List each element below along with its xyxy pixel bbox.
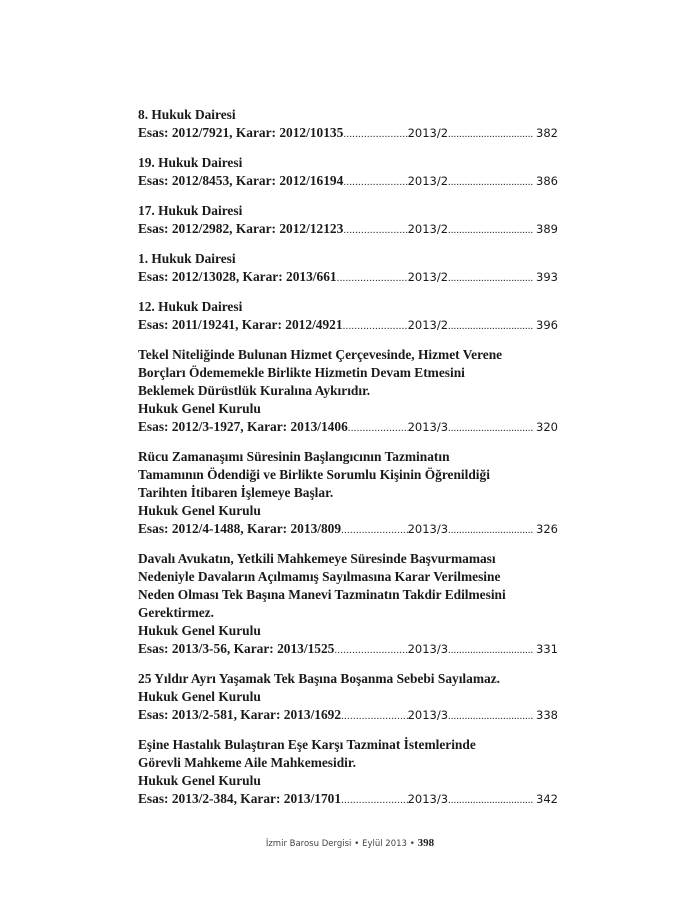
dot-leader <box>341 707 408 725</box>
entry-reference <box>138 124 558 143</box>
entry-heading-line: Neden Olması Tek Başına Manevi Tazminatın Takdir Edilmesini <box>138 587 506 602</box>
issue-number: 2013/2 <box>407 270 449 284</box>
entry-heading-line: Tamamının Ödendiği ve Birlikte Sorumlu Kişinin Öğrenildiği <box>138 467 490 482</box>
page-footer <box>0 837 700 849</box>
dot-leader <box>448 641 534 659</box>
entry-heading-line: Nedeniyle Davaların Açılmamış Sayılmasına Karar Verilmesine <box>138 569 501 584</box>
entry-heading-line: Tarihten İtibaren İşlemeye Başlar. <box>138 485 334 500</box>
entry-heading-line: Beklemek Dürüstlük Kuralına Aykırıdır. <box>138 383 371 398</box>
footer-journal: İzmir Barosu Dergisi <box>265 839 352 849</box>
entry-heading-line: 8. Hukuk Dairesi <box>138 107 236 122</box>
toc-entry <box>138 670 558 725</box>
entry-heading-line: 1. Hukuk Dairesi <box>138 251 236 266</box>
toc-list <box>138 106 558 820</box>
entry-heading-line: Hukuk Genel Kurulu <box>138 401 261 416</box>
entry-reference <box>138 418 558 437</box>
entry-heading-line: 25 Yıldır Ayrı Yaşamak Tek Başına Boşanma Sebebi Sayılamaz. <box>138 671 500 686</box>
entry-reference <box>138 520 558 539</box>
dot-leader <box>343 173 407 191</box>
case-number: Esas: 2013/2-384, Karar: 2013/1701 <box>138 791 342 806</box>
page-number: 338 <box>536 708 558 722</box>
entry-reference <box>138 790 558 809</box>
entry-reference <box>138 172 558 191</box>
dot-leader <box>334 641 407 659</box>
issue-number: 2013/2 <box>407 318 449 332</box>
issue-number: 2013/2 <box>407 222 449 236</box>
entry-reference <box>138 706 558 725</box>
entry-reference <box>138 640 558 659</box>
dot-leader <box>448 791 534 809</box>
dot-leader <box>448 419 534 437</box>
toc-entry <box>138 550 558 659</box>
case-number: Esas: 2013/2-581, Karar: 2013/1692 <box>138 707 342 722</box>
page-number: 382 <box>536 126 558 140</box>
footer-date: Eylül 2013 <box>362 839 407 849</box>
dot-leader <box>448 521 534 539</box>
case-number: Esas: 2012/2982, Karar: 2012/12123 <box>138 221 344 236</box>
issue-number: 2013/2 <box>407 126 449 140</box>
dot-leader <box>341 521 408 539</box>
dot-leader <box>337 269 408 287</box>
dot-leader <box>448 173 534 191</box>
page-number: 393 <box>536 270 558 284</box>
toc-entry <box>138 154 558 191</box>
entry-heading-line: Davalı Avukatın, Yetkili Mahkemeye Süresinde Başvurmaması <box>138 551 496 566</box>
entry-reference <box>138 220 558 239</box>
dot-leader <box>448 707 534 725</box>
footer-separator: • <box>354 839 360 849</box>
entry-reference <box>138 316 558 335</box>
entry-heading-line: 19. Hukuk Dairesi <box>138 155 243 170</box>
page-number: 320 <box>536 420 558 434</box>
issue-number: 2013/3 <box>407 420 449 434</box>
case-number: Esas: 2012/7921, Karar: 2012/10135 <box>138 125 344 140</box>
page-number: 386 <box>536 174 558 188</box>
footer-page-number: 398 <box>417 837 435 849</box>
dot-leader <box>448 221 534 239</box>
entry-heading-line: 12. Hukuk Dairesi <box>138 299 243 314</box>
case-number: Esas: 2012/3-1927, Karar: 2013/1406 <box>138 419 348 434</box>
toc-entry <box>138 202 558 239</box>
toc-entry <box>138 298 558 335</box>
issue-number: 2013/3 <box>407 708 449 722</box>
dot-leader <box>448 269 534 287</box>
issue-number: 2013/2 <box>407 174 449 188</box>
issue-number: 2013/3 <box>407 522 449 536</box>
issue-number: 2013/3 <box>407 642 449 656</box>
dot-leader <box>343 317 408 335</box>
dot-leader <box>343 221 407 239</box>
toc-entry <box>138 736 558 809</box>
entry-heading-line: Rücu Zamanaşımı Süresinin Başlangıcının Tazminatın <box>138 449 450 464</box>
toc-entry <box>138 106 558 143</box>
entry-heading-line: Borçları Ödememekle Birlikte Hizmetin Devam Etmesini <box>138 365 465 380</box>
entry-heading-line: Gerektirmez. <box>138 605 214 620</box>
entry-heading-line: Hukuk Genel Kurulu <box>138 773 261 788</box>
case-number: Esas: 2012/13028, Karar: 2013/661 <box>138 269 337 284</box>
page-number: 331 <box>536 642 558 656</box>
entry-heading-line: Görevli Mahkeme Aile Mahkemesidir. <box>138 755 356 770</box>
entry-heading-line: Hukuk Genel Kurulu <box>138 503 261 518</box>
dot-leader <box>348 419 408 437</box>
dot-leader <box>448 317 534 335</box>
page-number: 389 <box>536 222 558 236</box>
case-number: Esas: 2012/8453, Karar: 2012/16194 <box>138 173 344 188</box>
entry-heading-line: Hukuk Genel Kurulu <box>138 689 261 704</box>
toc-entry <box>138 346 558 437</box>
dot-leader <box>341 791 408 809</box>
dot-leader <box>343 125 407 143</box>
case-number: Esas: 2013/3-56, Karar: 2013/1525 <box>138 641 335 656</box>
page-number: 342 <box>536 792 558 806</box>
toc-entry <box>138 250 558 287</box>
entry-heading-line: Hukuk Genel Kurulu <box>138 623 261 638</box>
entry-heading-line: Eşine Hastalık Bulaştıran Eşe Karşı Tazminat İstemlerinde <box>138 737 476 752</box>
page-number: 326 <box>536 522 558 536</box>
dot-leader <box>448 125 534 143</box>
entry-reference <box>138 268 558 287</box>
entry-heading-line: 17. Hukuk Dairesi <box>138 203 243 218</box>
issue-number: 2013/3 <box>407 792 449 806</box>
page-number: 396 <box>536 318 558 332</box>
entry-heading-line: Tekel Niteliğinde Bulunan Hizmet Çerçevesinde, Hizmet Verene <box>138 347 503 362</box>
case-number: Esas: 2012/4-1488, Karar: 2013/809 <box>138 521 342 536</box>
case-number: Esas: 2011/19241, Karar: 2012/4921 <box>138 317 343 332</box>
footer-separator-2: • <box>409 839 415 849</box>
toc-entry <box>138 448 558 539</box>
